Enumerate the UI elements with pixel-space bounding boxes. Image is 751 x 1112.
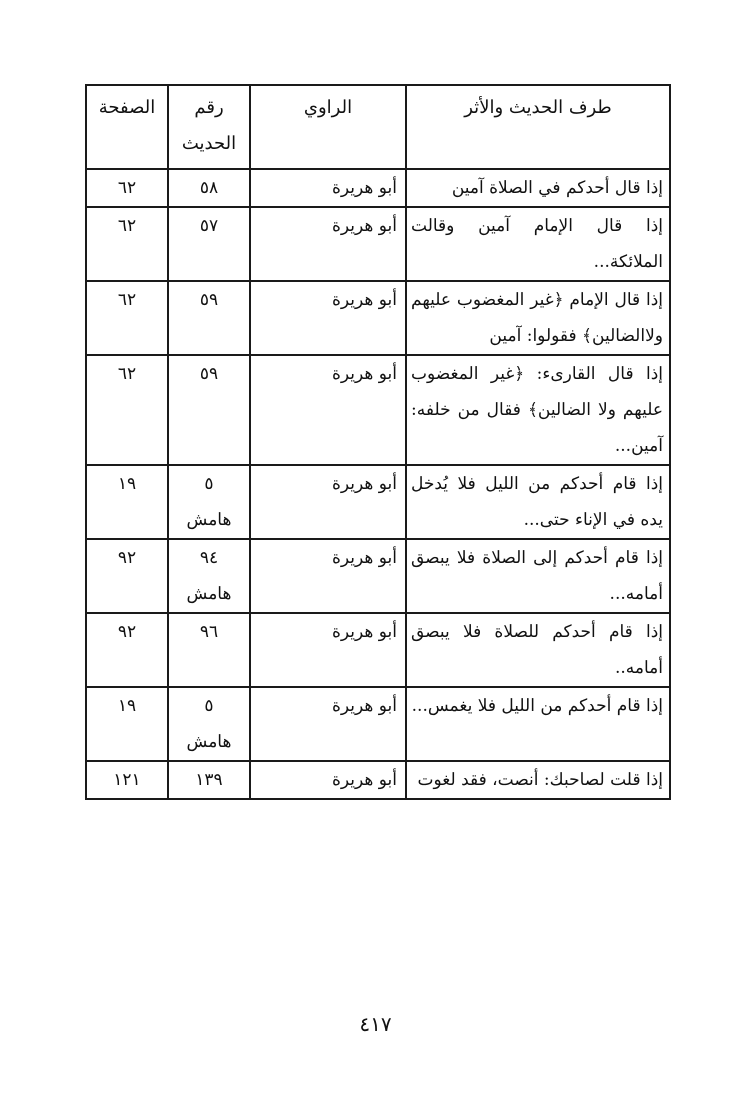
table-row (86, 613, 670, 687)
narrator-cell: أبو هريرة (250, 355, 406, 465)
hadith-number-cell (168, 281, 250, 355)
hadith-text-cell: إذا قال الإمام آمين وقالت الملائكة... (406, 207, 670, 281)
margin-note: هامش (186, 510, 232, 530)
hadith-number: ٩٤ (199, 548, 219, 568)
hadith-text-cell: إذا قام أحدكم للصلاة فلا يبصق أمامه.. (406, 613, 670, 687)
hadith-number: ٥٩ (199, 364, 219, 384)
table-row (86, 687, 670, 761)
hadith-number: ٥٨ (199, 178, 219, 198)
table-row (86, 761, 670, 799)
page-cell: ٦٢ (86, 355, 168, 465)
narrator-cell: أبو هريرة (250, 169, 406, 207)
margin-note: هامش (186, 584, 232, 604)
hadith-number-cell (168, 761, 250, 799)
hadith-number-cell (168, 465, 250, 539)
hadith-number: ١٣٩ (195, 770, 223, 790)
table-row (86, 281, 670, 355)
hadith-number: ٥٩ (199, 290, 219, 310)
header-page: الصفحة (86, 85, 168, 169)
hadith-number: ٥ (204, 474, 214, 494)
page-number: ٤١٧ (359, 1012, 392, 1036)
hadith-text-cell: إذا قلت لصاحبك: أنصت، فقد لغوت (406, 761, 670, 799)
table-row (86, 465, 670, 539)
hadith-text-cell: إذا قام أحدكم إلى الصلاة فلا يبصق أمامه... (406, 539, 670, 613)
header-narrator: الراوي (250, 85, 406, 169)
hadith-text-cell: إذا قام أحدكم من الليل فلا يغمس... (406, 687, 670, 761)
page-cell: ٩٢ (86, 539, 168, 613)
narrator-cell: أبو هريرة (250, 207, 406, 281)
page-cell: ١٢١ (86, 761, 168, 799)
table-header-row (86, 85, 670, 169)
table-row (86, 539, 670, 613)
hadith-text-cell: إذا قال أحدكم في الصلاة آمين (406, 169, 670, 207)
page-cell: ١٩ (86, 465, 168, 539)
page-cell: ٩٢ (86, 613, 168, 687)
page-cell: ٦٢ (86, 169, 168, 207)
narrator-cell: أبو هريرة (250, 465, 406, 539)
header-hadith-number: رقم الحديث (168, 85, 250, 169)
header-hadith-text: طرف الحديث والأثر (406, 85, 670, 169)
table-body (86, 169, 670, 799)
page-cell: ٦٢ (86, 207, 168, 281)
hadith-number-cell (168, 687, 250, 761)
page-cell: ١٩ (86, 687, 168, 761)
hadith-number: ٥٧ (199, 216, 219, 236)
table-row (86, 355, 670, 465)
hadith-text-cell: إذا قام أحدكم من الليل فلا يُدخل يده في الإناء حتى... (406, 465, 670, 539)
table-row (86, 169, 670, 207)
hadith-number-cell (168, 613, 250, 687)
narrator-cell: أبو هريرة (250, 687, 406, 761)
hadith-text-cell: إذا قال القارىء: ﴿غير المغضوب عليهم ولا الضالين﴾ فقال من خلفه: آمين... (406, 355, 670, 465)
narrator-cell: أبو هريرة (250, 761, 406, 799)
narrator-cell: أبو هريرة (250, 613, 406, 687)
hadith-number: ٥ (204, 696, 214, 716)
hadith-text-cell: إذا قال الإمام ﴿غير المغضوب عليهم ولاالضالين﴾ فقولوا: آمين (406, 281, 670, 355)
narrator-cell: أبو هريرة (250, 539, 406, 613)
hadith-number-cell (168, 355, 250, 465)
hadith-number: ٩٦ (199, 622, 219, 642)
hadith-number-cell (168, 169, 250, 207)
hadith-index-table (85, 84, 671, 800)
table-row (86, 207, 670, 281)
page-cell: ٦٢ (86, 281, 168, 355)
narrator-cell: أبو هريرة (250, 281, 406, 355)
margin-note: هامش (186, 732, 232, 752)
hadith-number-cell (168, 539, 250, 613)
hadith-number-cell (168, 207, 250, 281)
